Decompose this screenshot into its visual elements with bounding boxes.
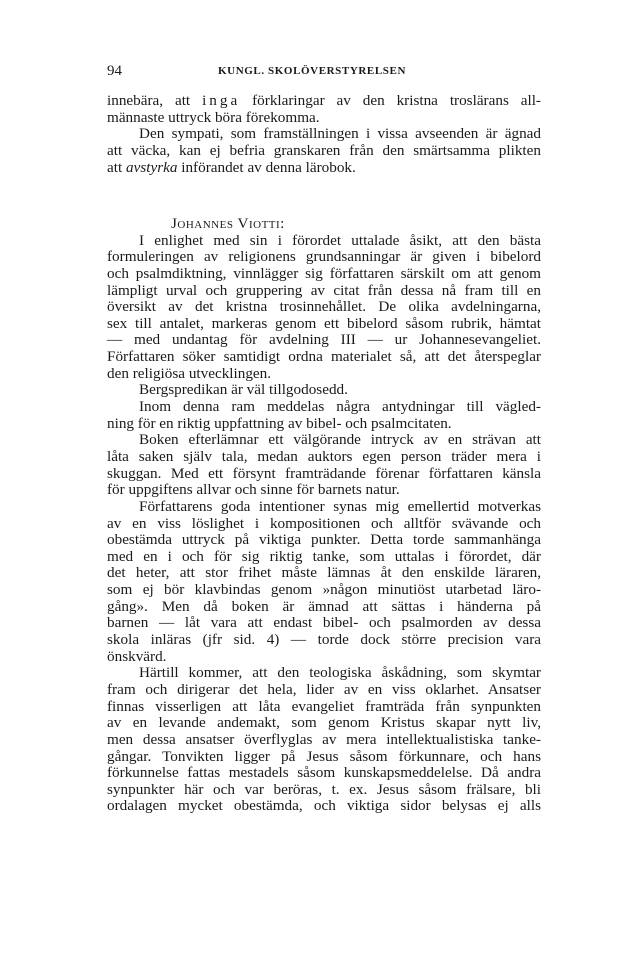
- text-line: synpunkter här och var beröras, t. ex. Jesus såsom frälsare, bli: [107, 780, 541, 798]
- text-line: den religiösa utvecklingen.: [107, 364, 272, 382]
- text-line: Författarens goda intentioner synas mig emellertid motverkas: [139, 497, 541, 515]
- text-span: innebära, att: [107, 92, 203, 109]
- text-line: det heter, att stor frihet måste lämnas åt den enskilde läraren,: [107, 564, 541, 582]
- text-line: Bergspredikan är väl tillgodosedd.: [139, 381, 348, 399]
- text-line: skola inläras (jfr sid. 4) — torde dock större precision vara: [107, 631, 541, 649]
- paragraph: [107, 399, 541, 432]
- text-line: ning för en riktig uppfattning av bibel- och psalmcitaten.: [107, 414, 452, 432]
- text-line: med en i och för sig riktig tanke, som uttalas i förordet, där: [107, 547, 541, 565]
- section-heading: Johannes Viotti:: [171, 215, 285, 232]
- text-line: skuggan. Med ett försynt framträdande förenar författaren känsla: [107, 464, 541, 482]
- text-line: men dessa ansatser överflyglas av mera intellektualistiska tanke-: [107, 730, 541, 748]
- text-span: förklaringar av den kristna troslärans all-: [240, 92, 541, 109]
- text-line: och psalmdiktning, vinnlägger sig författaren särskilt om att genom: [107, 264, 541, 282]
- text-line: gång». Men då boken är ämnad att sättas i händerna på: [107, 597, 541, 615]
- text-line: I enlighet med sin i förordet uttalade åsikt, att den bästa: [139, 231, 541, 249]
- text-line: — med undantag för avdelning III — ur Johannesevangeliet.: [107, 331, 541, 349]
- text-line: gångar. Tonvikten ligger på Jesus såsom förkunnare, och hans: [107, 747, 541, 765]
- text-line: förkunnelse fattas mestadels såsom kunskapsmeddelelse. Då andra: [107, 764, 541, 782]
- text-line: av en levande andemakt, som genom Kristus skapar nytt liv,: [107, 714, 541, 732]
- page-number: 94: [107, 63, 122, 79]
- running-title: KUNGL. SKOLÖVERSTYRELSEN: [218, 65, 406, 77]
- text-line: lämpligt urval och gruppering av citat från dessa nå fram till en: [107, 281, 541, 299]
- emphasis-italic: avstyrka: [125, 158, 178, 176]
- text-line: sex till antalet, markeras genom ett bibelord såsom rubrik, hämtat: [107, 314, 541, 332]
- text-line: låta saken själv tala, medan auktors egen person träder mera i: [107, 447, 541, 465]
- text-line: männaste uttryck böra förekomma.: [107, 108, 320, 126]
- text-span: att: [107, 158, 126, 176]
- text-line: som ej bör klavbindas genom »någon minutiöst utarbetad läro-: [107, 581, 541, 599]
- paragraph: [107, 126, 541, 176]
- text-block-review: [107, 216, 541, 815]
- text-line: Boken efterlämnar ett välgörande intryck av en strävan att: [139, 431, 541, 449]
- text-span: införandet av denna lärobok.: [177, 158, 356, 176]
- text-line: [107, 93, 541, 110]
- text-line: önskvärd.: [107, 647, 167, 665]
- paragraph: [107, 233, 541, 383]
- paragraph: [107, 382, 541, 399]
- text-line: Författaren söker samtidigt ordna materialet så, att det återspeglar: [107, 348, 541, 366]
- paragraph: [107, 499, 541, 665]
- text-line: barnen — låt vara att endast bibel- och psalmorden av dessa: [107, 614, 541, 632]
- text-line: översikt av det kristna trosinnehållet. De olika avdelningarna,: [107, 298, 541, 316]
- text-line: finnas visserligen att låta evangeliet framträda från synpunkten: [107, 697, 541, 715]
- text-line: obestämda uttryck på viktiga punkter. Detta torde sammanhänga: [107, 531, 541, 549]
- text-line: Härtill kommer, att den teologiska åskådning, som skymtar: [139, 664, 541, 682]
- paragraph: [107, 432, 541, 499]
- text-line: för uppgiftens allvar och sinne för barnets natur.: [107, 481, 400, 499]
- text-line: [107, 160, 541, 177]
- text-line: formuleringen av religionens grundsanningar är given i bibelord: [107, 248, 541, 266]
- text-line: Inom denna ram meddelas några antydningar till vägled-: [139, 398, 541, 416]
- paragraph: [107, 93, 541, 126]
- text-line: av en viss löslighet i kompositionen och alltför svävande och: [107, 514, 541, 532]
- text-line: Den sympati, som framställningen i vissa avseenden är ägnad: [139, 125, 541, 143]
- text-line: fram och dirigerar det hela, lider av en viss oklarhet. Ansatser: [107, 680, 541, 698]
- emphasis-spaced: inga: [202, 92, 241, 109]
- paragraph: [107, 665, 541, 815]
- text-line: ordalagen mycket obestämda, och viktiga sidor belysas ej alls: [107, 797, 541, 815]
- text-line: att väcka, kan ej befria granskaren från den smärtsamma plikten: [107, 141, 541, 159]
- text-block-continuation: [107, 93, 541, 176]
